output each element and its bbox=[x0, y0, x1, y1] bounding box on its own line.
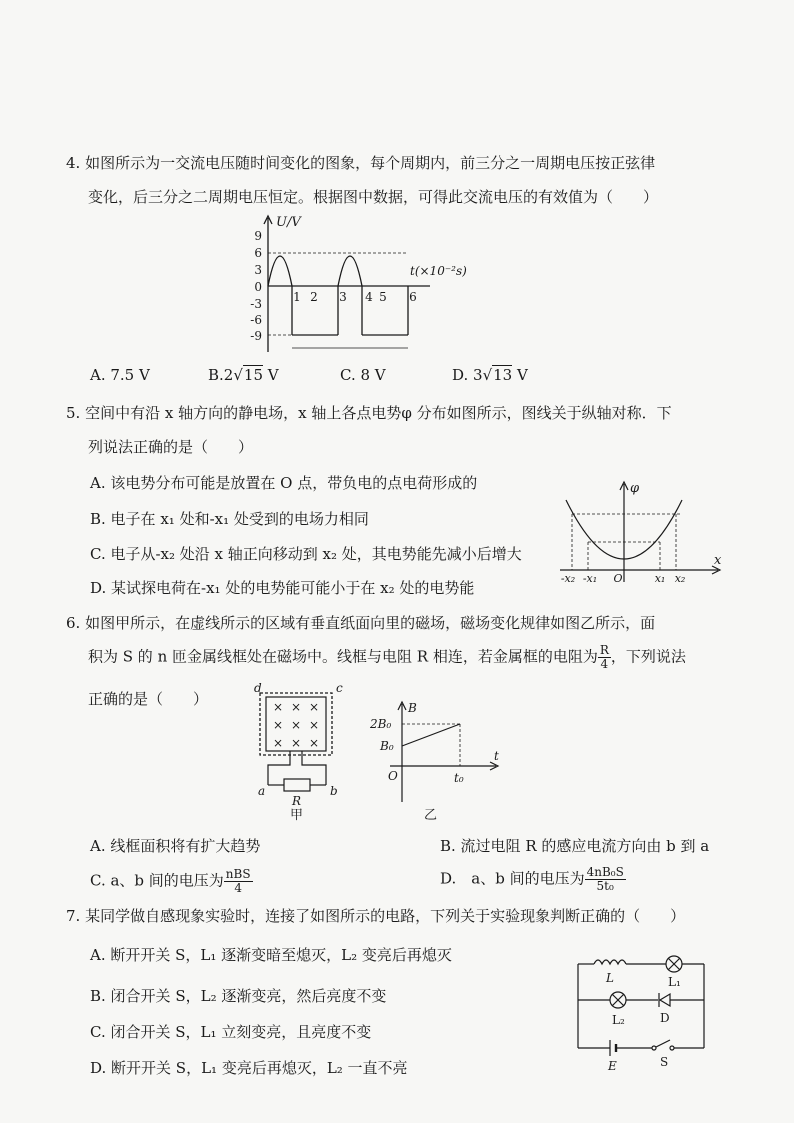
q5-option-a[interactable]: A. 该电势分布可能是放置在 O 点，带负电的点电荷形成的 bbox=[90, 474, 478, 492]
q6-label-c: c bbox=[336, 683, 343, 695]
q6-cross: × bbox=[272, 718, 284, 732]
q5-tick: x₂ bbox=[674, 572, 686, 585]
q4-ytick: 3 bbox=[254, 263, 262, 277]
q7-option-b[interactable]: B. 闭合开关 S，L₂ 逐渐变亮，然后亮度不变 bbox=[90, 987, 387, 1005]
q5-tick: O bbox=[613, 572, 623, 585]
q4-ytick: -9 bbox=[250, 329, 262, 343]
q6-option-d[interactable]: D. a、b 间的电压为 $\frac{\text{4nB₀S}}{\text{5t₀}}$ bbox=[440, 865, 624, 893]
q6-label-b: b bbox=[330, 784, 338, 798]
q4-xtick: 2 bbox=[310, 290, 318, 304]
q6-figure-b bbox=[368, 698, 508, 822]
q4-xtick: 3 bbox=[339, 290, 347, 304]
q7-label-switch: S bbox=[660, 1055, 669, 1069]
q4-xtick: 5 bbox=[379, 290, 387, 304]
q4-ytick: 0 bbox=[254, 280, 262, 294]
q7-circuit-diagram bbox=[570, 952, 720, 1074]
q5-potential-graph bbox=[556, 478, 726, 586]
q6-tick-t0: t₀ bbox=[454, 771, 464, 785]
q7-option-c[interactable]: C. 闭合开关 S，L₁ 立刻变亮，且亮度不变 bbox=[90, 1023, 372, 1041]
q6-label-d: d bbox=[254, 683, 262, 695]
q6-resistance-fraction: $\frac{R}{4}$ bbox=[599, 643, 609, 671]
q4-ytick: -6 bbox=[250, 313, 262, 327]
q7-label-inductor: L bbox=[606, 971, 614, 985]
q7-option-d[interactable]: D. 断开开关 S，L₁ 变亮后再熄灭，L₂ 一直不亮 bbox=[90, 1059, 408, 1077]
q6-option-b[interactable]: B. 流过电阻 R 的感应电流方向由 b 到 a bbox=[440, 837, 710, 855]
q4-line1: 4. 如图所示为一交流电压随时间变化的图象，每个周期内，前三分之一周期电压按正弦律 bbox=[66, 154, 656, 172]
q4-option-b[interactable]: B.2√15 V bbox=[208, 366, 279, 384]
q5-ylabel: φ bbox=[630, 481, 640, 496]
q4-option-c[interactable]: C. 8 V bbox=[340, 366, 386, 384]
q6-line1: 6. 如图甲所示，在虚线所示的区域有垂直纸面向里的磁场，磁场变化规律如图乙所示，面 bbox=[66, 614, 656, 632]
q4-xtick: 1 bbox=[293, 290, 301, 304]
q6-cross: × bbox=[308, 718, 320, 732]
q5-option-b[interactable]: B. 电子在 x₁ 处和-x₁ 处受到的电场力相同 bbox=[90, 510, 369, 528]
q7-label-diode: D bbox=[660, 1011, 670, 1025]
q5-tick: -x₁ bbox=[582, 572, 598, 585]
q6-figure-a bbox=[250, 683, 360, 823]
q6-option-c[interactable]: C. a、b 间的电压为 $\frac{\text{nBS}}{4}$ bbox=[90, 867, 251, 895]
q6-cross: × bbox=[290, 700, 302, 714]
q6-cross: × bbox=[290, 736, 302, 750]
q6-line2: 积为 S 的 n 匝金属线框处在磁场中。线框与电阻 R 相连，若金属框的电阻为 $\frac{R}{4}$ ，下列说法 bbox=[88, 643, 686, 671]
q6-origin: O bbox=[388, 769, 398, 783]
q5-tick: -x₂ bbox=[560, 572, 576, 585]
q6-caption-b: 乙 bbox=[424, 808, 438, 822]
q7-label-l1: L₁ bbox=[668, 975, 681, 989]
q6-caption-a: 甲 bbox=[290, 808, 304, 823]
q4-line2: 变化，后三分之二周期电压恒定。根据图中数据，可得此交流电压的有效值为（ ） bbox=[88, 188, 659, 206]
q6-label-r: R bbox=[292, 794, 302, 808]
q7-line1: 7. 某同学做自感现象实验时，连接了如图所示的电路，下列关于实验现象判断正确的（ ） bbox=[66, 907, 686, 925]
q6-cross: × bbox=[308, 700, 320, 714]
q5-option-c[interactable]: C. 电子从-x₂ 处沿 x 轴正向移动到 x₂ 处，其电势能先减小后增大 bbox=[90, 545, 522, 563]
q6-cross: × bbox=[272, 736, 284, 750]
q5-option-d[interactable]: D. 某试探电荷在-x₁ 处的电势能可能小于在 x₂ 处的电势能 bbox=[90, 579, 475, 597]
q6-cross: × bbox=[272, 700, 284, 714]
q6-cross: × bbox=[290, 718, 302, 732]
q6-tick-2b0: 2B₀ bbox=[370, 717, 392, 731]
q7-label-l2: L₂ bbox=[612, 1013, 625, 1027]
q6-line3: 正确的是（ ） bbox=[88, 690, 209, 708]
q4-voltage-graph bbox=[230, 212, 520, 360]
q6-label-a: a bbox=[258, 784, 266, 798]
q5-tick: x₁ bbox=[654, 572, 666, 585]
q6-option-a[interactable]: A. 线框面积将有扩大趋势 bbox=[90, 837, 261, 855]
q4-ytick: -3 bbox=[250, 297, 262, 311]
q5-line1: 5. 空间中有沿 x 轴方向的静电场，x 轴上各点电势φ 分布如图所示，图线关于纵轴对称．下 bbox=[66, 404, 672, 422]
q4-xlabel: t(×10⁻²s) bbox=[410, 264, 467, 278]
q7-option-a[interactable]: A. 断开开关 S，L₁ 逐渐变暗至熄灭，L₂ 变亮后再熄灭 bbox=[90, 946, 452, 964]
q6-tick-b0: B₀ bbox=[380, 739, 394, 753]
q4-option-a[interactable]: A. 7.5 V bbox=[90, 366, 150, 384]
q6-cross: × bbox=[308, 736, 320, 750]
q6-axis-b: B bbox=[408, 701, 417, 715]
q4-ylabel: U/V bbox=[276, 215, 301, 230]
q4-ytick: 6 bbox=[254, 246, 262, 260]
q5-xlabel: x bbox=[714, 553, 722, 568]
q4-ytick: 9 bbox=[254, 229, 262, 243]
q5-line2: 列说法正确的是（ ） bbox=[88, 438, 254, 456]
q4-option-d[interactable]: D. 3√13 V bbox=[452, 366, 528, 384]
q7-label-battery: E bbox=[608, 1059, 617, 1073]
q4-xtick: 6 bbox=[409, 290, 417, 304]
q6-axis-t: t bbox=[494, 749, 499, 763]
q4-xtick: 4 bbox=[365, 290, 373, 304]
